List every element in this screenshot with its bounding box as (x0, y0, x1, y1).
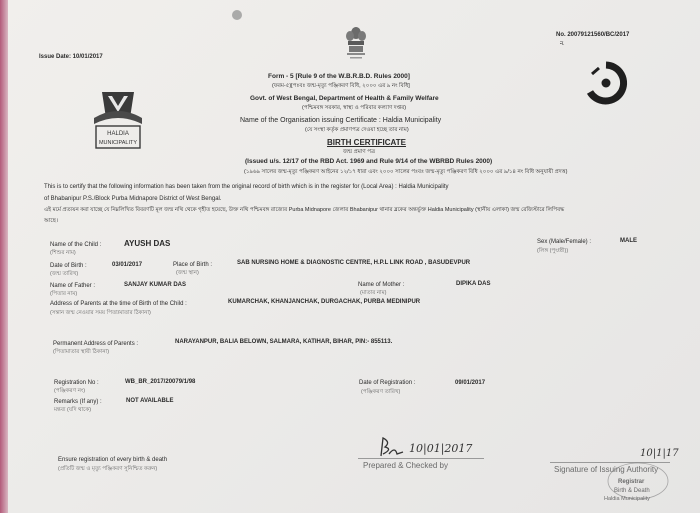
permanent-address-label-bn: (পিতামাতার স্থায়ী ঠিকানা) (53, 349, 110, 355)
form-line-bn: (ফরম-৫)[পঃবঃ জন্ম-মৃত্যু পঞ্জিকরণ বিধি, ২০০০ এর ৯ নং বিধি] (272, 83, 410, 89)
stamp-registrar: Registrar (618, 479, 645, 485)
pob-value: SAB NURSING HOME & DIAGNOSTIC CENTRE, H.P.L LINK ROAD , BASUDEVPUR (237, 260, 471, 266)
birth-address-value: KUMARCHAK, KHANJANCHAK, DURGACHAK, PURBA MEDINIPUR (228, 299, 421, 305)
child-name-value: AYUSH DAS (124, 239, 171, 248)
father-value: SANJAY KUMAR DAS (124, 282, 187, 288)
registration-no-label: Registration No : (54, 380, 99, 386)
issuing-organisation: Name of the Organisation issuing Certificate : Haldia Municipality (240, 117, 442, 124)
issue-date: Issue Date: 10/01/2017 (39, 54, 103, 60)
prepared-by-date: 10|01|2017 (409, 442, 473, 455)
registration-date-value: 09/01/2017 (455, 380, 486, 386)
certificate-number-bn: न. (560, 41, 565, 47)
registration-no-value: WB_BR_2017/20079/1/98 (125, 379, 196, 385)
swasthya-logo-icon (583, 60, 629, 106)
page-edge (0, 0, 8, 513)
sex-label: Sex (Male/Female) : (537, 239, 592, 245)
intro-line-2: of Bhabanipur P.S./Block Purba Midnapore District of West Bengal. (44, 196, 222, 202)
ensure-registration-note-bn: (প্রতিটি জন্ম ও মৃত্যু পঞ্জিকরণ সুনিশ্চিত করুন) (58, 466, 158, 472)
certificate-title: BIRTH CERTIFICATE (327, 138, 406, 147)
certificate-number: No. 20079121560/BC/2017 (556, 32, 630, 38)
issuing-organisation-bn: (যে সংস্থা কর্তৃক প্রমাণপত্র দেওয়া হচ্ছে তার নাম) (305, 127, 409, 133)
state-emblem-icon (343, 25, 369, 61)
haldia-municipality-logo (88, 88, 148, 152)
birth-address-label-bn: (সন্তান জন্ম নেওয়ার সময় পিতা/মাতার ঠিকানা) (50, 310, 151, 316)
mother-label-bn: (মাতার নাম) (360, 290, 387, 296)
issued-under-act: (Issued u/s. 12/17 of the RBD Act. 1969 and Rule 9/14 of the WBRBD Rules 2000) (245, 158, 493, 165)
intro-line-3-bn: এই মর্মে প্রত্যয়ন করা যাচ্ছে যে নিম্নলিখিত বিবরণটি মূল জন্ম নথি থেকে গৃহীত হয়েছে, উক্ত নথি পশ্চিমবঙ্গ রাজ্যের Purba Midnapore জেলার Bhabanipur থানার ব্লকের অন্তর্ভুক্ত Haldia Municipality (স্থানীয় এলাকা) জন্ম রেজিস্টারে লিপিবদ্ধ (44, 207, 565, 213)
prepared-checked-label: Prepared & Checked by (363, 461, 448, 470)
birth-address-label: Address of Parents at the time of Birth of the Child : (50, 301, 187, 307)
child-name-label-bn: (শিশুর নাম) (50, 250, 76, 256)
svg-text:MUNICIPALITY: MUNICIPALITY (98, 140, 138, 146)
stamp-birth-death: Birth & Death (614, 488, 650, 494)
permanent-address-label: Permanent Address of Parents : (53, 341, 139, 347)
govt-department-bn: (পশ্চিমবঙ্গ সরকার, স্বাস্থ্য ও পরিবার কল্যাণ দপ্তর) (302, 105, 407, 111)
sex-label-bn: (লিঙ্গ (পুং/স্ত্রী)) (537, 248, 569, 254)
intro-line-1: This is to certify that the following information has been taken from the original record of birth which is in the register for (Local Area) : Haldia Municipality (44, 184, 449, 190)
father-label: Name of Father : (50, 283, 96, 289)
remarks-value: NOT AVAILABLE (126, 398, 174, 404)
intro-line-4-bn: আছে। (44, 218, 58, 224)
registration-date-label: Date of Registration : (359, 380, 416, 386)
registration-date-label-bn: (পঞ্জিকরণ তারিখ) (361, 389, 401, 395)
child-name-label: Name of the Child : (50, 242, 102, 248)
punch-hole (232, 10, 242, 20)
dob-label: Date of Birth : (50, 263, 87, 269)
govt-department: Govt. of West Bengal, Department of Health & Family Welfare (250, 95, 439, 102)
pob-label-bn: (জন্ম স্থান) (176, 270, 199, 276)
father-label-bn: (পিতার নাম) (50, 291, 78, 297)
issued-under-act-bn: (১৯৬৯ সালের জন্ম-মৃত্যু পঞ্জিকরণ আইনের ১২/১৭ ধারা এবং ২০০০ সালের পঃবঃ জন্ম-মৃত্যু পঞ্জিকরণ বিধি ২০০০ এর ৯/১৪ নং বিধি অনুযায়ী প্রদত্ত) (244, 169, 568, 175)
prepared-by-line (358, 458, 484, 459)
ensure-registration-note: Ensure registration of every birth & death (58, 457, 168, 463)
certificate-title-bn: জন্ম প্রমাণ পত্র (343, 149, 375, 155)
issuing-authority-signature-label: Signature of Issuing Authority (554, 465, 659, 474)
sex-value: MALE (620, 238, 637, 244)
dob-value: 03/01/2017 (112, 262, 143, 268)
prepared-by-signature (375, 436, 405, 460)
form-line: Form - 5 [Rule 9 of the W.B.R.B.D. Rules 2000] (268, 73, 410, 80)
mother-value: DIPIKA DAS (456, 281, 491, 287)
permanent-address-value: NARAYANPUR, BALIA BELOWN, SALMARA, KATIHAR, BIHAR, PIN:- 855113. (175, 339, 393, 345)
mother-label: Name of Mother : (358, 282, 405, 288)
svg-text:HALDIA: HALDIA (107, 131, 129, 137)
remarks-label: Remarks (If any) : (54, 399, 102, 405)
dob-label-bn: (জন্ম তারিখ) (50, 271, 79, 277)
stamp-municipality: Haldia Municipality (604, 496, 650, 502)
pob-label: Place of Birth : (173, 262, 213, 268)
registration-no-label-bn: (পঞ্জিকরণ নং) (54, 388, 86, 394)
registrar-initials: 10|1|17 (640, 448, 679, 459)
remarks-label-bn: মন্তব্য (যদি থাকে) (54, 407, 92, 413)
